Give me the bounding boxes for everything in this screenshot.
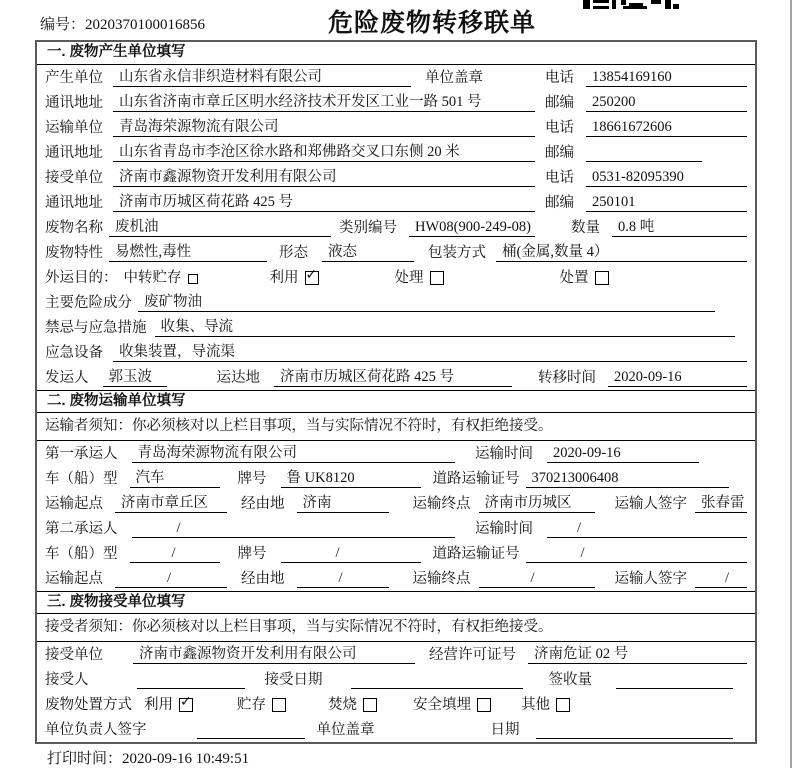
transporter-unit-label: 运输单位 — [45, 120, 103, 136]
waste-property-row — [37, 240, 755, 265]
transfer-time-value: 2020-09-16 — [608, 369, 747, 387]
emergency-equipment-label: 应急设备 — [45, 345, 103, 361]
hazard-label: 主要危险成分 — [45, 295, 132, 311]
unit-seal-label: 单位盖章 — [316, 722, 375, 738]
purpose-treat-label: 处理 — [394, 270, 424, 286]
manifest-form — [35, 40, 757, 744]
origin-label: 运输起点 — [45, 571, 103, 587]
quantity-label: 数量 — [571, 220, 600, 236]
via1-value: 济南 — [297, 495, 389, 513]
hazard-row — [37, 290, 755, 315]
signed-qty-label: 签收量 — [548, 672, 592, 688]
terminal2-value: / — [479, 570, 595, 588]
unit-seal-label: 单位盖章 — [425, 70, 483, 86]
receiver-notice: 接受者须知：你必须核对以上栏目事项，当与实际情况不符时，有权拒绝接受。 — [37, 614, 755, 642]
waste-property-label: 废物特性 — [45, 245, 103, 261]
receiver-unit-value: 济南市鑫源物资开发利用有限公司 — [113, 169, 535, 187]
producer-address-row — [37, 90, 755, 115]
waste-property-value: 易燃性,毒性 — [109, 244, 267, 262]
zip-label: 邮编 — [545, 95, 574, 111]
road-permit-label: 道路运输证号 — [432, 546, 520, 562]
plate-label: 牌号 — [237, 546, 267, 562]
category-label: 类别编号 — [339, 220, 397, 236]
origin1-value: 济南市章丘区 — [115, 495, 227, 513]
address-label: 通讯地址 — [45, 95, 103, 111]
purpose-label: 外运目的： — [45, 270, 118, 286]
zip-label: 邮编 — [545, 145, 574, 161]
terminal-label: 运输终点 — [412, 496, 471, 512]
disposal-landfill-label: 安全填埋 — [413, 697, 471, 713]
road-permit-label: 道路运输证号 — [432, 471, 520, 487]
transporter-notice: 运输者须知：你必须核对以上栏目事项，当与实际情况不符时，有权拒绝接受。 — [37, 413, 755, 441]
route1-row — [37, 491, 755, 516]
carrier2-row — [37, 516, 755, 541]
shipper-label: 发运人 — [45, 370, 89, 386]
license-label: 经营许可证号 — [429, 647, 516, 663]
producer-zip-value: 250200 — [586, 94, 747, 112]
form-label: 形态 — [279, 245, 308, 261]
vehicle-type-label: 车（船）型 — [45, 471, 118, 487]
shipper-value: 郭玉波 — [103, 369, 167, 387]
accept-date-value — [351, 672, 523, 689]
plate-label: 牌号 — [237, 471, 267, 487]
purpose-row — [37, 265, 755, 290]
transport-time2-value: / — [547, 520, 747, 538]
purpose-treat-checkbox — [430, 271, 444, 285]
producer-address-value: 山东省济南市章丘区明水经济技术开发区工业一路 501 号 — [113, 94, 535, 112]
producer-unit-label: 产生单位 — [45, 70, 103, 86]
receiver-unit-row — [37, 165, 755, 190]
emergency-equipment-value: 收集装置，导流渠 — [113, 344, 747, 362]
waste-name-value: 废机油 — [109, 219, 331, 237]
print-time — [47, 747, 249, 768]
qr-code-fragment-icon — [583, 0, 679, 9]
carrier1-row — [37, 441, 755, 466]
receiver-phone-value: 0531-82095390 — [586, 169, 747, 187]
via2-value: / — [297, 570, 389, 588]
zip-label: 邮编 — [545, 195, 574, 211]
via-label: 经由地 — [241, 571, 285, 587]
plate1-value: 鲁 UK8120 — [281, 470, 421, 488]
origin2-value: / — [115, 570, 227, 588]
stamp-date-value — [536, 722, 734, 739]
carrier2-label: 第二承运人 — [45, 521, 118, 537]
disposal-incinerate-label: 焚烧 — [328, 697, 357, 713]
manager-sign-value — [197, 722, 305, 739]
transporter-address-row — [37, 140, 755, 165]
vehicle-type-label: 车（船）型 — [45, 546, 118, 562]
waste-name-label: 废物名称 — [45, 220, 103, 236]
destination-label: 运达地 — [216, 370, 260, 386]
accept-unit-row — [37, 642, 755, 667]
address-label: 通讯地址 — [45, 195, 103, 211]
packing-label: 包装方式 — [428, 245, 486, 261]
producer-unit-value: 山东省永信非织造材料有限公司 — [113, 69, 411, 87]
carrier2-value: / — [132, 520, 456, 538]
disposal-incinerate-checkbox — [363, 698, 377, 712]
road-permit2-value: / — [526, 545, 748, 563]
disposal-store-checkbox — [272, 698, 286, 712]
transporter-zip-value — [586, 145, 702, 162]
manager-sign-label: 单位负责人签字 — [45, 722, 147, 738]
carrier1-label: 第一承运人 — [45, 446, 118, 462]
form-value: 液态 — [322, 244, 414, 262]
disposal-store-label: 贮存 — [237, 697, 266, 713]
accept-person-value — [137, 672, 245, 689]
license-value: 济南危证 02 号 — [528, 646, 747, 664]
carrier1-value: 青岛海荣源物流有限公司 — [132, 445, 456, 463]
purpose-utilize-label: 利用 — [269, 270, 299, 286]
carrier-sign-label: 运输人签字 — [614, 571, 687, 587]
accept-unit-label: 接受单位 — [45, 647, 103, 663]
print-time-label: 打印时间： — [47, 751, 123, 767]
accept-person-row — [37, 667, 755, 692]
transport-time-label: 运输时间 — [475, 521, 533, 537]
phone-label: 电话 — [545, 170, 574, 186]
serial-number — [40, 13, 205, 34]
carrier-sign-label: 运输人签字 — [614, 496, 687, 512]
producer-phone-value: 13854169160 — [586, 69, 747, 87]
disposal-other-checkbox — [556, 698, 570, 712]
signed-qty-value — [616, 672, 733, 689]
purpose-dispose-checkbox — [595, 271, 609, 285]
quantity-value: 0.8 吨 — [612, 219, 747, 237]
transporter-address-value: 山东省青岛市李沧区徐水路和郑佛路交叉口东侧 20 米 — [113, 144, 535, 162]
transport-time-label: 运输时间 — [475, 446, 533, 462]
phone-label: 电话 — [545, 120, 574, 136]
page-title: 危险废物转移联单 — [328, 9, 537, 37]
transfer-time-label: 转移时间 — [538, 370, 596, 386]
destination-value: 济南市历城区荷花路 425 号 — [274, 369, 512, 387]
section-1-header: 一. 废物产生单位填写 — [37, 42, 755, 65]
address-label: 通讯地址 — [45, 145, 103, 161]
section-3-header: 三. 废物接受单位填写 — [37, 591, 755, 614]
waste-name-row — [37, 215, 755, 240]
transport-time1-value: 2020-09-16 — [547, 445, 699, 463]
vehicle2-row — [37, 541, 755, 566]
emergency-measures-row — [37, 315, 755, 340]
vehicle2-value: / — [130, 545, 220, 563]
receiver-zip-value: 250101 — [586, 194, 747, 212]
carrier-sign2-value: / — [695, 570, 747, 588]
vehicle1-row — [37, 466, 755, 491]
route2-row — [37, 566, 755, 591]
transporter-unit-row — [37, 115, 755, 140]
disposal-landfill-checkbox — [477, 698, 491, 712]
plate2-value: / — [281, 545, 421, 563]
accept-person-label: 接受人 — [45, 672, 89, 688]
purpose-utilize-checkbox — [305, 271, 319, 285]
carrier-sign1-value: 张春雷 — [695, 495, 747, 513]
print-time-value: 2020-09-16 10:49:51 — [122, 751, 250, 767]
serial-label: 编号： — [40, 17, 86, 33]
producer-unit-row — [37, 65, 755, 90]
packing-value: 桶(金属,数量 4） — [496, 244, 747, 262]
receiver-address-row — [37, 190, 755, 215]
receiver-address-value: 济南市历城区荷花路 425 号 — [113, 194, 535, 212]
manager-sign-row — [37, 717, 755, 742]
accept-unit-value: 济南市鑫源物资开发利用有限公司 — [133, 646, 415, 664]
page-right-edge — [790, 0, 792, 768]
disposal-method-row — [37, 692, 755, 717]
emergency-measures-value: 收集、导流 — [155, 319, 736, 337]
phone-label: 电话 — [545, 70, 574, 86]
road-permit1-value: 370213006408 — [526, 470, 730, 488]
disposal-utilize-checkbox — [179, 698, 193, 712]
serial-value: 2020370100016856 — [85, 17, 206, 33]
terminal1-value: 济南市历城区 — [479, 495, 595, 513]
origin-label: 运输起点 — [45, 496, 103, 512]
stamp-date-label: 日期 — [490, 722, 520, 738]
terminal-label: 运输终点 — [412, 571, 471, 587]
purpose-dispose-label: 处置 — [559, 270, 589, 286]
disposal-utilize-label: 利用 — [144, 697, 173, 713]
hazard-value: 废矿物油 — [138, 294, 715, 312]
section-2-header: 二. 废物运输单位填写 — [37, 390, 755, 413]
transporter-unit-value: 青岛海荣源物流有限公司 — [113, 119, 535, 137]
disposal-other-label: 其他 — [521, 697, 550, 713]
purpose-transit-checkbox — [188, 274, 198, 284]
accept-date-label: 接受日期 — [264, 672, 323, 688]
emergency-equipment-row — [37, 340, 755, 365]
category-value: HW08(900-249-08) — [409, 219, 535, 237]
purpose-transit-label: 中转贮存 — [123, 270, 182, 286]
transporter-phone-value: 18661672606 — [586, 119, 747, 137]
disposal-method-label: 废物处置方式 — [45, 697, 132, 713]
shipper-row — [37, 365, 755, 390]
receiver-unit-label: 接受单位 — [45, 170, 103, 186]
vehicle1-value: 汽车 — [130, 470, 220, 488]
emergency-measures-label: 禁忌与应急措施 — [45, 320, 147, 336]
via-label: 经由地 — [241, 496, 285, 512]
